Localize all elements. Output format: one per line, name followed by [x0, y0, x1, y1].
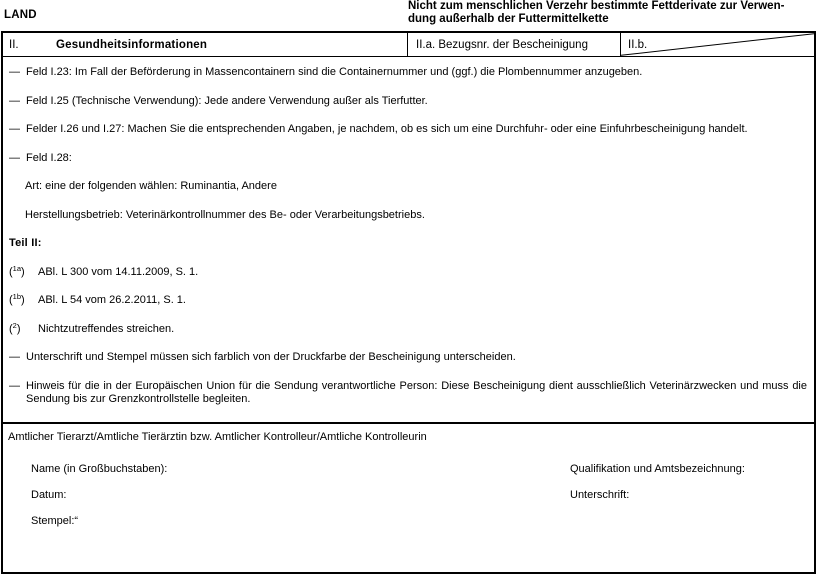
footnote-text: Nichtzutreffendes streichen. [38, 322, 175, 335]
notes-section [3, 57, 814, 424]
name-field-label: Name (in Großbuchstaben): [31, 463, 168, 475]
stamp-field-label: Stempel:“ [31, 515, 79, 527]
note-felder-i26-i27 [3, 123, 807, 137]
footnote-marker: ($^{1a}$) [9, 263, 25, 278]
document-title-line1: Nicht zum menschlichen Verzehr bestimmte Fettderivate zur Verwen- [408, 0, 785, 12]
qualification-field-label: Qualifikation und Amtsbezeichnung: [570, 463, 745, 475]
note-art: Art: eine der folgenden wählen: Ruminantia, Andere [25, 180, 277, 192]
footnote-1a [3, 263, 807, 280]
certificate-form-frame [1, 31, 816, 574]
footnote-1b [3, 294, 807, 308]
dash-marker: — [9, 123, 20, 135]
note-text: Unterschrift und Stempel müssen sich farblich von der Druckfarbe der Bescheinigung unterscheiden. [26, 351, 516, 363]
document-title-line2: dung außerhalb der Futtermittelkette [408, 13, 609, 25]
teil-ii-heading: Teil II: [9, 237, 42, 249]
note-text: Hinweis für die in der Europäischen Union für die Sendung verantwortliche Person: Diese Bescheinigung dient ausschließlich Veterinärzwecken und muss die Sendung bis zur Grenzkontrollstelle begleiten. [26, 379, 807, 405]
dash-marker: — [9, 94, 20, 107]
country-label: LAND [4, 9, 37, 21]
section-title: Gesundheitsinformationen [56, 38, 208, 51]
document-title [408, 0, 816, 26]
date-field-label: Datum: [31, 489, 67, 501]
note-text: Feld I.28: [26, 151, 72, 164]
officer-section [3, 424, 814, 572]
form-header-row [3, 33, 814, 57]
note-hinweis [3, 380, 807, 407]
local-reference-label: II.b. [628, 38, 648, 51]
local-reference-cell [620, 33, 814, 56]
footnote-marker: ($^{1b}$) [9, 292, 25, 306]
note-feld-i23 [3, 66, 807, 80]
footnote-text: ABl. L 300 vom 14.11.2009, S. 1. [38, 265, 199, 278]
officer-heading: Amtlicher Tierarzt/Amtliche Tierärztin bzw. Amtlicher Kontrolleur/Amtliche Kontrolleurin [8, 431, 427, 443]
dash-marker: — [9, 379, 20, 392]
footnote-marker: ($^2$) [9, 320, 21, 335]
footnote-text: ABl. L 54 vom 26.2.2011, S. 1. [38, 294, 186, 306]
note-text: Felder I.26 und I.27: Machen Sie die entsprechenden Angaben, je nachdem, ob es sich um eine Durchfuhr- oder eine Einfuhrbescheinigung handelt. [26, 123, 748, 135]
note-feld-i28 [3, 152, 807, 166]
note-feld-i25 [3, 95, 807, 109]
note-unterschrift-stempel [3, 351, 807, 365]
signature-field-label: Unterschrift: [570, 489, 630, 501]
dash-marker: — [9, 66, 20, 78]
reference-number-cell: II.a. Bezugsnr. der Bescheinigung [407, 33, 620, 56]
diagonal-strikethrough-line [621, 33, 814, 56]
note-text: Feld I.23: Im Fall der Beförderung in Massencontainern sind die Containernummer und (ggf.) die Plombennummer anzugeben. [26, 66, 643, 78]
dash-marker: — [9, 351, 20, 363]
section-number: II. [9, 38, 19, 51]
note-text: Feld I.25 (Technische Verwendung): Jede andere Verwendung außer als Tierfutter. [26, 94, 428, 107]
dash-marker: — [9, 151, 20, 164]
section-cell [3, 33, 407, 56]
footnote-2 [3, 320, 807, 337]
note-herstellungsbetrieb: Herstellungsbetrieb: Veterinärkontrollnummer des Be- oder Verarbeitungsbetriebs. [25, 208, 425, 221]
